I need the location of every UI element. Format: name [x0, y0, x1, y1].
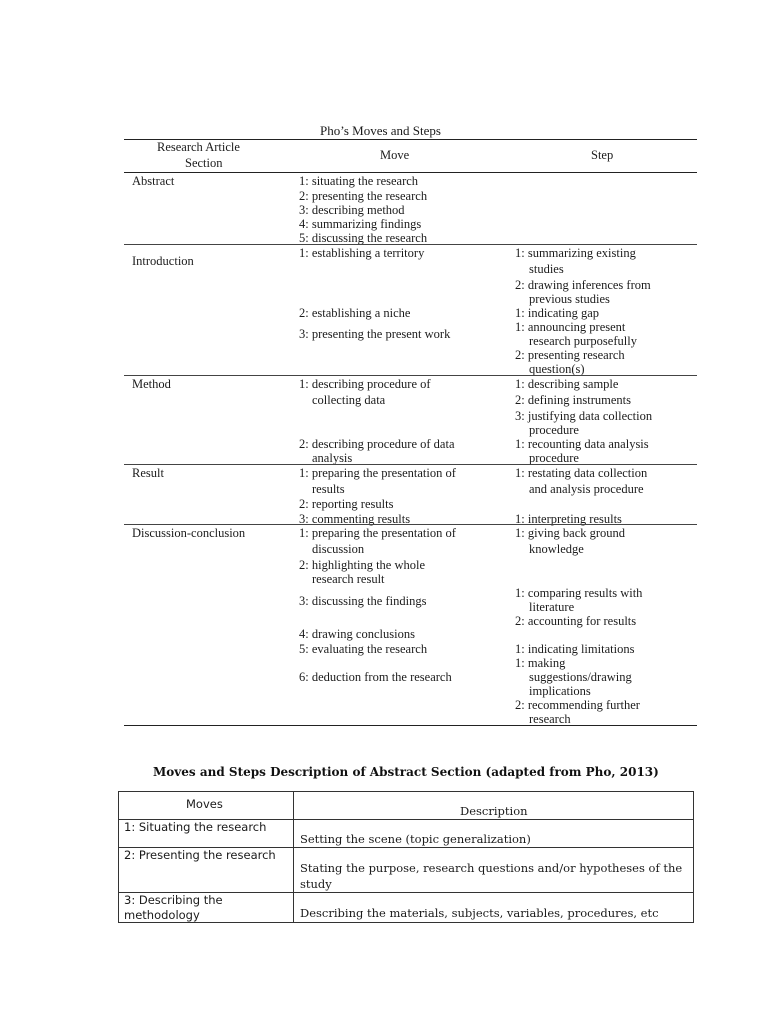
step-item: 1: describing sample — [515, 377, 619, 391]
move-item: 2: highlighting the whole — [299, 558, 426, 572]
move-item: 5: evaluating the research — [299, 642, 428, 656]
step-item: studies — [529, 262, 564, 276]
move-item: 3: presenting the present work — [299, 327, 451, 341]
move-item: 6: deduction from the research — [299, 670, 452, 684]
table1-caption: Pho’s Moves and Steps — [320, 123, 441, 138]
move-item: analysis — [312, 451, 353, 465]
step-item: 1: giving back ground — [515, 526, 626, 540]
description-cell: Setting the scene (topic generalization) — [300, 832, 531, 846]
move-item: 3: describing method — [299, 203, 405, 217]
move-item: 2: presenting the research — [299, 189, 428, 203]
move-item: 1: establishing a territory — [299, 246, 425, 260]
header-section-2: Section — [185, 156, 223, 170]
step-item: procedure — [529, 423, 579, 437]
step-item: 2: accounting for results — [515, 614, 637, 628]
table2-column-divider — [293, 791, 294, 923]
header-moves: Moves — [186, 797, 223, 811]
step-item: 1: indicating limitations — [515, 642, 635, 656]
step-item: 3: justifying data collection — [515, 409, 653, 423]
step-item: research — [529, 712, 571, 726]
move-cell: 2: Presenting the research — [124, 848, 276, 862]
step-item: 2: drawing inferences from — [515, 278, 651, 292]
move-item: 2: reporting results — [299, 497, 394, 511]
description-cell: study — [300, 877, 332, 891]
step-item: 1: restating data collection — [515, 466, 648, 480]
step-item: 2: defining instruments — [515, 393, 631, 407]
table1-bottom-rule — [124, 725, 697, 726]
step-item: 2: recommending further — [515, 698, 640, 712]
move-item: discussion — [312, 542, 365, 556]
step-item: and analysis procedure — [529, 482, 644, 496]
header-step: Step — [591, 148, 614, 162]
step-item: 1: announcing present — [515, 320, 626, 334]
move-item: 4: summarizing findings — [299, 217, 422, 231]
row-rule — [124, 375, 697, 376]
header-description: Description — [460, 804, 528, 818]
header-move: Move — [380, 148, 410, 162]
move-item: 2: describing procedure of data — [299, 437, 455, 451]
move-item: 1: situating the research — [299, 174, 419, 188]
section-label: Abstract — [132, 174, 175, 188]
move-item: 4: drawing conclusions — [299, 627, 415, 641]
row-rule — [124, 464, 697, 465]
step-item: suggestions/drawing — [529, 670, 632, 684]
section-label: Discussion-conclusion — [132, 526, 246, 540]
step-item: 1: making — [515, 656, 566, 670]
move-item: 2: establishing a niche — [299, 306, 411, 320]
step-item: 1: recounting data analysis — [515, 437, 649, 451]
move-cell: 1: Situating the research — [124, 820, 267, 834]
step-item: 1: indicating gap — [515, 306, 600, 320]
step-item: 1: summarizing existing — [515, 246, 636, 260]
step-item: 1: interpreting results — [515, 512, 622, 526]
move-item: 3: discussing the findings — [299, 594, 427, 608]
move-cell: methodology — [124, 908, 200, 922]
move-cell: 3: Describing the — [124, 893, 223, 907]
move-item: 1: describing procedure of — [299, 377, 431, 391]
header-section: Research Article — [157, 140, 240, 154]
header-rule — [124, 172, 697, 173]
move-item: 5: discussing the research — [299, 231, 428, 245]
step-item: 2: presenting research — [515, 348, 625, 362]
step-item: procedure — [529, 451, 579, 465]
step-item: literature — [529, 600, 575, 614]
step-item: question(s) — [529, 362, 585, 376]
step-item: research purposefully — [529, 334, 637, 348]
section-label: Result — [132, 466, 164, 480]
row-rule — [124, 524, 697, 525]
move-item: research result — [312, 572, 385, 586]
move-item: results — [312, 482, 345, 496]
step-item: knowledge — [529, 542, 584, 556]
move-item: 3: commenting results — [299, 512, 411, 526]
move-item: collecting data — [312, 393, 386, 407]
step-item: previous studies — [529, 292, 610, 306]
description-cell: Describing the materials, subjects, variables, procedures, etc — [300, 906, 659, 920]
move-item: 1: preparing the presentation of — [299, 466, 456, 480]
row-rule — [124, 244, 697, 245]
step-item: implications — [529, 684, 591, 698]
table2-caption: Moves and Steps Description of Abstract Section (adapted from Pho, 2013) — [153, 765, 659, 779]
move-item: 1: preparing the presentation of — [299, 526, 456, 540]
section-label: Method — [132, 377, 171, 391]
description-cell: Stating the purpose, research questions and/or hypotheses of the — [300, 861, 683, 875]
section-label: Introduction — [132, 254, 194, 268]
step-item: 1: comparing results with — [515, 586, 643, 600]
